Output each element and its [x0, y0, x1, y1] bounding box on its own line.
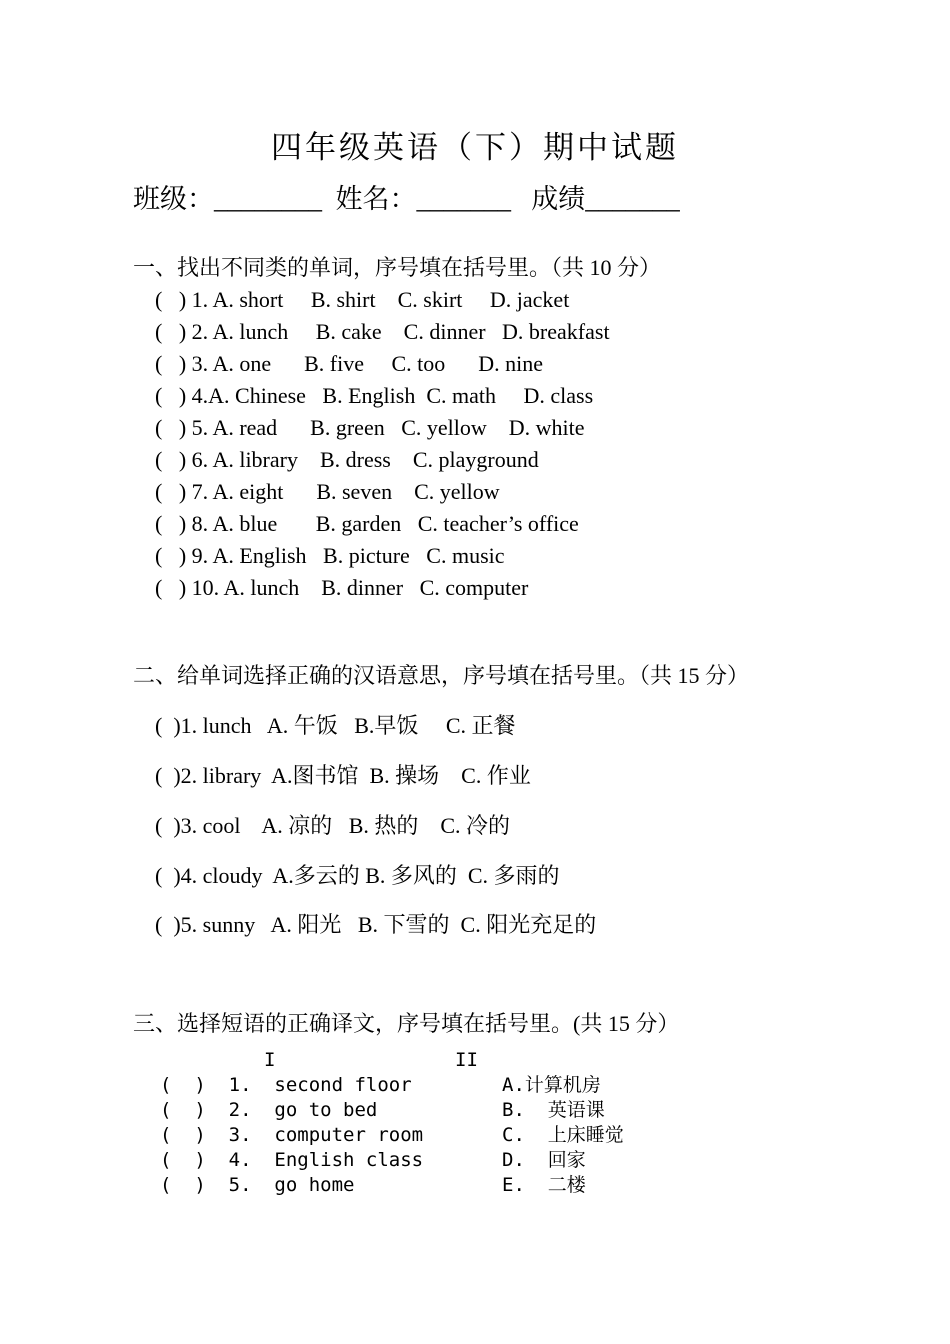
section1-item: ( ) 5. A. read B. green C. yellow D. white: [155, 415, 585, 440]
section1-item: ( ) 4.A. Chinese B. English C. math D. class: [155, 383, 594, 408]
section1-heading: 一、找出不同类的单词，序号填在括号里。（共 10 分）: [133, 255, 662, 280]
section1-item: ( ) 6. A. library B. dress C. playground: [155, 447, 539, 472]
section3-item-phrase: ( ) 5. go home: [160, 1174, 355, 1196]
section2-item: ( )5. sunny A. 阳光 B. 下雪的 C. 阳光充足的: [155, 912, 597, 937]
section1-item: ( ) 10. A. lunch B. dinner C. computer: [155, 575, 529, 600]
student-info-line: 班级：________ 姓名：_______ 成绩_______: [133, 184, 680, 214]
section3-col2-header: II: [455, 1049, 478, 1071]
section1-item: ( ) 7. A. eight B. seven C. yellow: [155, 479, 500, 504]
section2-item: ( )4. cloudy A.多云的 B. 多风的 C. 多雨的: [155, 863, 560, 888]
section3-col1-header: I: [264, 1049, 276, 1071]
section3-item-translation: C. 上床睡觉: [502, 1124, 624, 1146]
section1-item: ( ) 9. A. English B. picture C. music: [155, 543, 505, 568]
section1-item: ( ) 3. A. one B. five C. too D. nine: [155, 351, 544, 376]
section2-item: ( )2. library A.图书馆 B. 操场 C. 作业: [155, 763, 531, 788]
section2-item: ( )1. lunch A. 午饭 B.早饭 C. 正餐: [155, 713, 516, 738]
section3-heading: 三、选择短语的正确译文，序号填在括号里。(共 15 分）: [133, 1011, 680, 1036]
section1-item: ( ) 2. A. lunch B. cake C. dinner D. breakfast: [155, 319, 610, 344]
section3-item-translation: E. 二楼: [502, 1174, 586, 1196]
section2-item: ( )3. cool A. 凉的 B. 热的 C. 冷的: [155, 813, 511, 838]
page-title: 四年级英语（下）期中试题: [271, 130, 679, 165]
section3-item-phrase: ( ) 2. go to bed: [160, 1099, 378, 1121]
section2-heading: 二、给单词选择正确的汉语意思，序号填在括号里。（共 15 分）: [133, 663, 750, 688]
section3-item-phrase: ( ) 4. English class: [160, 1149, 424, 1171]
section1-item: ( ) 8. A. blue B. garden C. teacher’s office: [155, 511, 579, 536]
section3-item-translation: D. 回家: [502, 1149, 586, 1171]
section3-item-phrase: ( ) 3. computer room: [160, 1124, 424, 1146]
section3-item-translation: A.计算机房: [502, 1074, 601, 1096]
section3-item-translation: B. 英语课: [502, 1099, 605, 1121]
section1-item: ( ) 1. A. short B. shirt C. skirt D. jacket: [155, 287, 570, 312]
section3-item-phrase: ( ) 1. second floor: [160, 1074, 412, 1096]
